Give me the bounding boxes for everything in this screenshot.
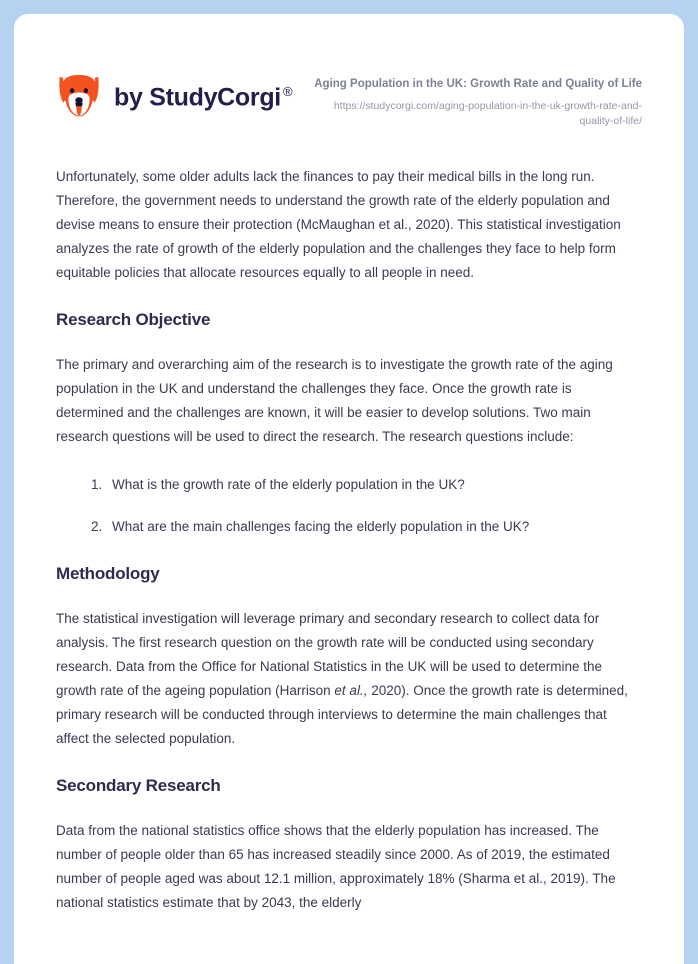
section-heading-secondary-research: Secondary Research	[56, 776, 221, 796]
brand-name-text: by StudyCorgi	[114, 83, 281, 112]
brand-name	[114, 85, 292, 110]
brand-block	[56, 64, 292, 122]
document-body	[14, 129, 684, 915]
methodology-text-part1: The statistical investigation will leverage primary and secondary research to collect data for analysis. The first research question on the growth rate will be conducted using secondary research. Data from the Office for National Statistics in the UK will be used to determine the growth rate of the ageing population (Harrison	[56, 611, 603, 699]
page-title: Aging Population in the UK: Growth Rate and Quality of Life	[314, 78, 642, 90]
list-item: 1. What is the growth rate of the elderly population in the UK?	[106, 473, 642, 497]
document-page	[14, 14, 684, 964]
document-meta	[302, 64, 642, 129]
methodology-paragraph	[56, 607, 642, 751]
section-heading-research-objective: Research Objective	[56, 310, 211, 330]
section-heading-methodology: Methodology	[56, 564, 160, 584]
document-header	[14, 14, 684, 129]
intro-paragraph: Unfortunately, some older adults lack the finances to pay their medical bills in the long run. Therefore, the government needs to understand the growth rate of the elderly population and devise means to ensure their protection (McMaughan et al., 2020). This statistical investigation analyzes the rate of growth of the elderly population and the challenges they face to help form equitable policies that allocate resources equally to all people in need.	[56, 169, 621, 281]
list-item: 2. What are the main challenges facing the elderly population in the UK?	[106, 515, 642, 539]
research-objective-paragraph: The primary and overarching aim of the research is to investigate the growth rate of the aging population in the UK and understand the challenges they face. Once the growth rate is determined and the challenges are known, it will be easier to develop solutions. Two main research questions will be used to direct the research. The research questions include:	[56, 357, 613, 445]
methodology-citation-italic: et al.,	[334, 683, 368, 699]
source-url[interactable]: https://studycorgi.com/aging-population-in-the-uk-growth-rate-and-quality-of-life/	[333, 99, 642, 127]
secondary-research-paragraph: Data from the national statistics office shows that the elderly population has increased. The number of people older than 65 has increased steadily since 2000. As of 2019, the estimated number of people aged was about 12.1 million, approximately 18% (Sharma et al., 2019). The national statistics estimate that by 2043, the elderly	[56, 823, 616, 911]
methodology-text-part2: 2020). Once the growth rate is determined, primary research will be conducted through interviews to determine the main challenges that affect the selected population.	[56, 683, 628, 747]
research-questions-list	[56, 473, 642, 539]
registered-trademark-icon: ®	[282, 84, 293, 100]
corgi-logo-icon	[56, 74, 102, 122]
